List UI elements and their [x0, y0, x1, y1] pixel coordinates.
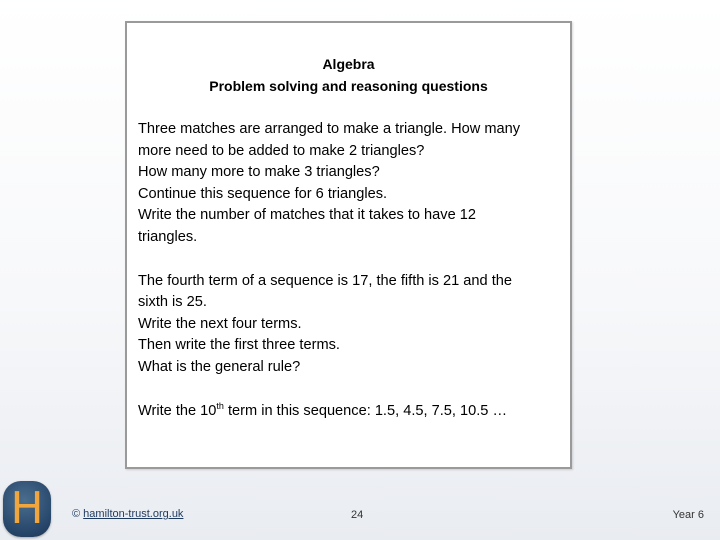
hamilton-trust-link[interactable]: hamilton-trust.org.uk	[83, 508, 184, 520]
question-1-line: Write the number of matches that it takes to have 12	[138, 207, 476, 224]
question-body	[138, 119, 570, 444]
question-1-line: Continue this sequence for 6 triangles.	[138, 185, 388, 202]
question-3-text-end: term in this sequence: 1.5, 4.5, 7.5, 10.5 …	[223, 402, 508, 419]
question-2-line: What is the general rule?	[138, 358, 301, 375]
question-3-superscript: th	[216, 400, 224, 411]
question-2-line: The fourth term of a sequence is 17, the fifth is 21 and the	[138, 272, 512, 289]
logo-letter: H	[10, 483, 44, 534]
question-1-line: more need to be added to make 2 triangles?	[138, 142, 425, 159]
slide-title	[127, 53, 570, 97]
question-1-line: How many more to make 3 triangles?	[138, 164, 380, 181]
question-3-text-start: Write the 10	[138, 402, 217, 419]
slide-footer	[0, 478, 720, 540]
year-label: Year 6	[672, 509, 704, 521]
question-panel	[125, 21, 572, 469]
question-3	[138, 401, 570, 423]
question-1-line: Three matches are arranged to make a triangle. How many	[138, 121, 521, 137]
page-number: 24	[351, 509, 364, 521]
question-2-line: Then write the first three terms.	[138, 337, 340, 354]
title-subtitle: Problem solving and reasoning questions	[209, 78, 488, 94]
question-1	[138, 119, 570, 249]
copyright-symbol: ©	[72, 508, 81, 520]
title-subject: Algebra	[322, 56, 375, 72]
question-1-line: triangles.	[138, 228, 198, 245]
hamilton-logo-icon	[3, 481, 51, 537]
question-2-line: sixth is 25.	[138, 294, 207, 311]
question-2	[138, 271, 570, 379]
copyright-notice	[72, 508, 183, 520]
question-2-line: Write the next four terms.	[138, 315, 302, 332]
